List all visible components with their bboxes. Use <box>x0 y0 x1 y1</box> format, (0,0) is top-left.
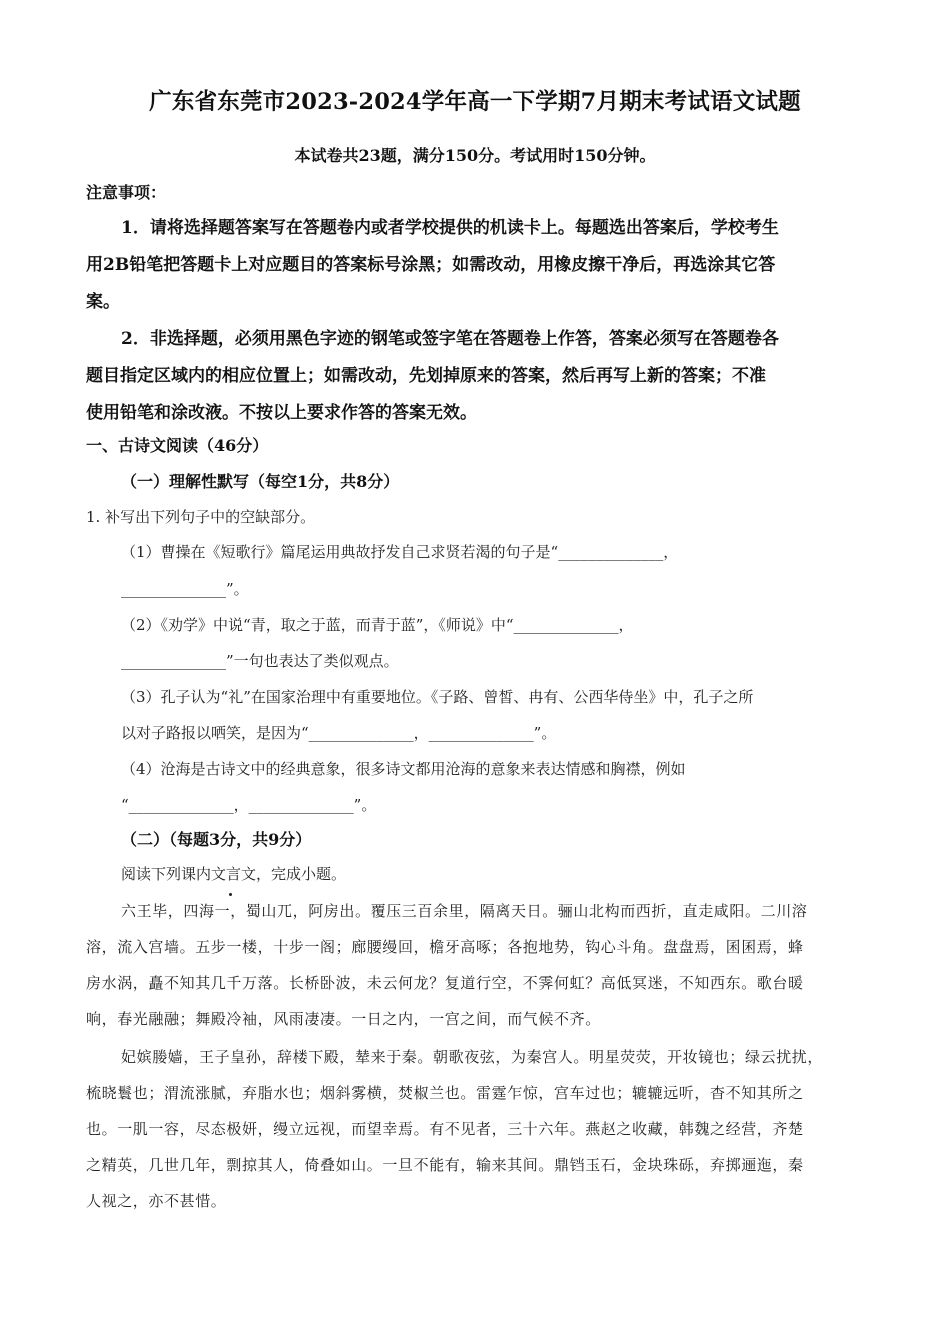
part-2-instruction: 阅读下列课内文言文，完成小题。 <box>121 865 347 883</box>
emphasis-dot-icon <box>229 893 232 896</box>
question-1-item-4: （4）沧海是古诗文中的经典意象，很多诗文都用沧海的意象来表达情感和胸襟，例如 <box>121 760 686 778</box>
notice-item-2-line-3: 使用铅笔和涂改液。不按以上要求作答的答案无效。 <box>86 403 477 423</box>
passage-p1-line-1: 六王毕，四海一，蜀山兀，阿房出。覆压三百余里，隔离天日。骊山北构而西折，直走咸阳。二川溶 <box>121 902 808 920</box>
passage-p2-line-4: 之精英，几世几年，剽掠其人，倚叠如山。一旦不能有，输来其间。鼎铛玉石，金块珠砾，弃掷逦迤，秦 <box>86 1156 804 1174</box>
passage-p2-line-3: 也。一肌一容，尽态极妍，缦立远视，而望幸焉。有不见者，三十六年。燕赵之收藏，韩魏之经营，齐楚 <box>86 1120 804 1138</box>
notice-heading: 注意事项： <box>86 183 167 202</box>
question-1-item-3: （3）孔子认为“礼”在国家治理中有重要地位。《子路、曾皙、冉有、公西华侍坐》中，孔子之所 <box>121 688 754 706</box>
notice-item-1-line-1: 1．请将选择题答案写在答题卷内或者学校提供的机读卡上。每题选出答案后，学校考生 <box>121 218 779 238</box>
notice-item-1-line-2: 用2B铅笔把答题卡上对应题目的答案标号涂黑；如需改动，用橡皮擦干净后，再选涂其它答 <box>86 255 776 275</box>
question-1-stem: 1. 补写出下列句子中的空缺部分。 <box>86 508 316 526</box>
part-2-heading: （二）（每题3分，共9分） <box>121 830 312 849</box>
question-1-item-1-cont: ______________”。 <box>121 580 249 598</box>
question-1-item-1: （1）曹操在《短歌行》篇尾运用典故抒发自己求贤若渴的句子是“______________， <box>121 543 679 561</box>
notice-item-2-line-1: 2．非选择题，必须用黑色字迹的钢笔或签字笔在答题卷上作答，答案必须写在答题卷各 <box>121 329 779 349</box>
passage-p1-line-4: 响，春光融融；舞殿冷袖，风雨凄凄。一日之内，一宫之间，而气候不齐。 <box>86 1010 601 1028</box>
passage-p1-line-3: 房水涡，矗不知其几千万落。长桥卧波，未云何龙？复道行空，不霁何虹？高低冥迷，不知西东。歌台暖 <box>86 974 804 992</box>
question-1-item-4-cont: “______________，______________”。 <box>121 796 377 814</box>
question-1-item-2-cont: ______________”一句也表达了类似观点。 <box>121 652 399 670</box>
notice-item-2-line-2: 题目指定区域内的相应位置上；如需改动，先划掉原来的答案，然后再写上新的答案；不准 <box>86 366 766 386</box>
section-1-heading: 一、古诗文阅读（46分） <box>86 436 269 455</box>
page-title: 广东省东莞市2023-2024学年高一下学期7月期末考试语文试题 <box>149 89 801 115</box>
passage-p2-line-5: 人视之，亦不甚惜。 <box>86 1192 227 1210</box>
exam-info: 本试卷共23题，满分150分。考试用时150分钟。 <box>294 146 656 165</box>
question-1-item-3-cont: 以对子路报以哂笑，是因为“______________，______________”。 <box>121 724 557 742</box>
passage-p2-line-2: 梳晓鬟也；渭流涨腻，弃脂水也；烟斜雾横，焚椒兰也。雷霆乍惊，宫车过也；辘辘远听，杳不知其所之 <box>86 1084 804 1102</box>
passage-p1-line-2: 溶，流入宫墙。五步一楼，十步一阁；廊腰缦回，檐牙高啄；各抱地势，钩心斗角。盘盘焉，囷囷焉，蜂 <box>86 938 804 956</box>
passage-p2-line-1: 妃嫔媵嫱，王子皇孙，辞楼下殿，辇来于秦。朝歌夜弦，为秦宫人。明星荧荧，开妆镜也；绿云扰扰， <box>121 1048 824 1066</box>
notice-item-1-line-3: 案。 <box>86 292 120 312</box>
question-1-item-2: （2）《劝学》中说“青，取之于蓝，而青于蓝”，《师说》中“______________， <box>121 616 634 634</box>
part-1-heading: （一）理解性默写（每空1分，共8分） <box>121 472 400 491</box>
